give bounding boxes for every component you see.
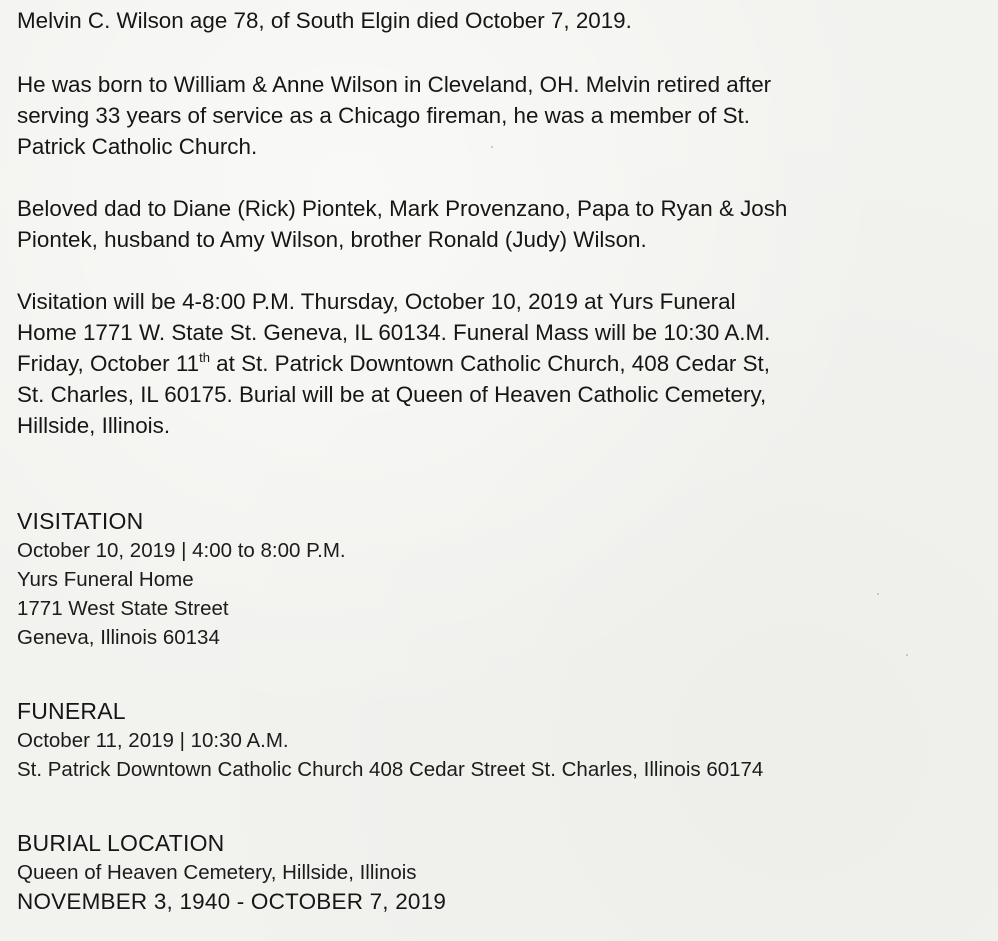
services-line-3 <box>17 348 770 379</box>
services-line-3-start: Friday, October 11 <box>17 351 200 376</box>
services-line-4: St. Charles, IL 60175. Burial will be at Queen of Heaven Catholic Cemetery, <box>17 382 767 407</box>
funeral-heading: FUNERAL <box>17 698 126 724</box>
paper-speck <box>491 146 493 148</box>
burial-place: Queen of Heaven Cemetery, Hillside, Illinois <box>17 861 417 884</box>
life-dates: NOVEMBER 3, 1940 - OCTOBER 7, 2019 <box>17 889 447 914</box>
obituary-intro <box>17 5 632 36</box>
family-line-1: Beloved dad to Diane (Rick) Piontek, Mark Provenzano, Papa to Ryan & Josh <box>17 196 788 221</box>
services-line-5: Hillside, Illinois. <box>17 413 171 438</box>
ordinal-suffix: th <box>199 350 210 365</box>
services-line-1: Visitation will be 4-8:00 P.M. Thursday, October 10, 2019 at Yurs Funeral <box>17 289 736 314</box>
visitation-section <box>17 507 346 652</box>
funeral-section <box>17 697 763 784</box>
bio-line-1: He was born to William & Anne Wilson in Cleveland, OH. Melvin retired after <box>17 72 772 97</box>
intro-line: Melvin C. Wilson age 78, of South Elgin died October 7, 2019. <box>17 8 632 33</box>
obituary-family <box>17 193 787 255</box>
obituary-bio <box>17 69 771 162</box>
burial-section <box>17 829 446 917</box>
funeral-datetime: October 11, 2019 | 10:30 A.M. <box>17 729 289 752</box>
visitation-venue: Yurs Funeral Home <box>17 568 194 591</box>
services-line-2: Home 1771 W. State St. Geneva, IL 60134. Funeral Mass will be 10:30 A.M. <box>17 320 771 345</box>
visitation-city: Geneva, Illinois 60134 <box>17 626 220 649</box>
family-line-2: Piontek, husband to Amy Wilson, brother Ronald (Judy) Wilson. <box>17 227 647 252</box>
paper-speck <box>877 593 879 595</box>
paper-speck <box>906 654 908 656</box>
visitation-datetime: October 10, 2019 | 4:00 to 8:00 P.M. <box>17 539 346 562</box>
visitation-street: 1771 West State Street <box>17 597 229 620</box>
burial-heading: BURIAL LOCATION <box>17 830 225 856</box>
bio-line-2: serving 33 years of service as a Chicago fireman, he was a member of St. <box>17 103 750 128</box>
visitation-heading: VISITATION <box>17 508 144 534</box>
services-line-3-end: at St. Patrick Downtown Catholic Church, 408 Cedar St, <box>209 351 770 376</box>
bio-line-3: Patrick Catholic Church. <box>17 134 258 159</box>
funeral-venue: St. Patrick Downtown Catholic Church 408 Cedar Street St. Charles, Illinois 60174 <box>17 758 764 781</box>
obituary-services <box>17 286 770 441</box>
